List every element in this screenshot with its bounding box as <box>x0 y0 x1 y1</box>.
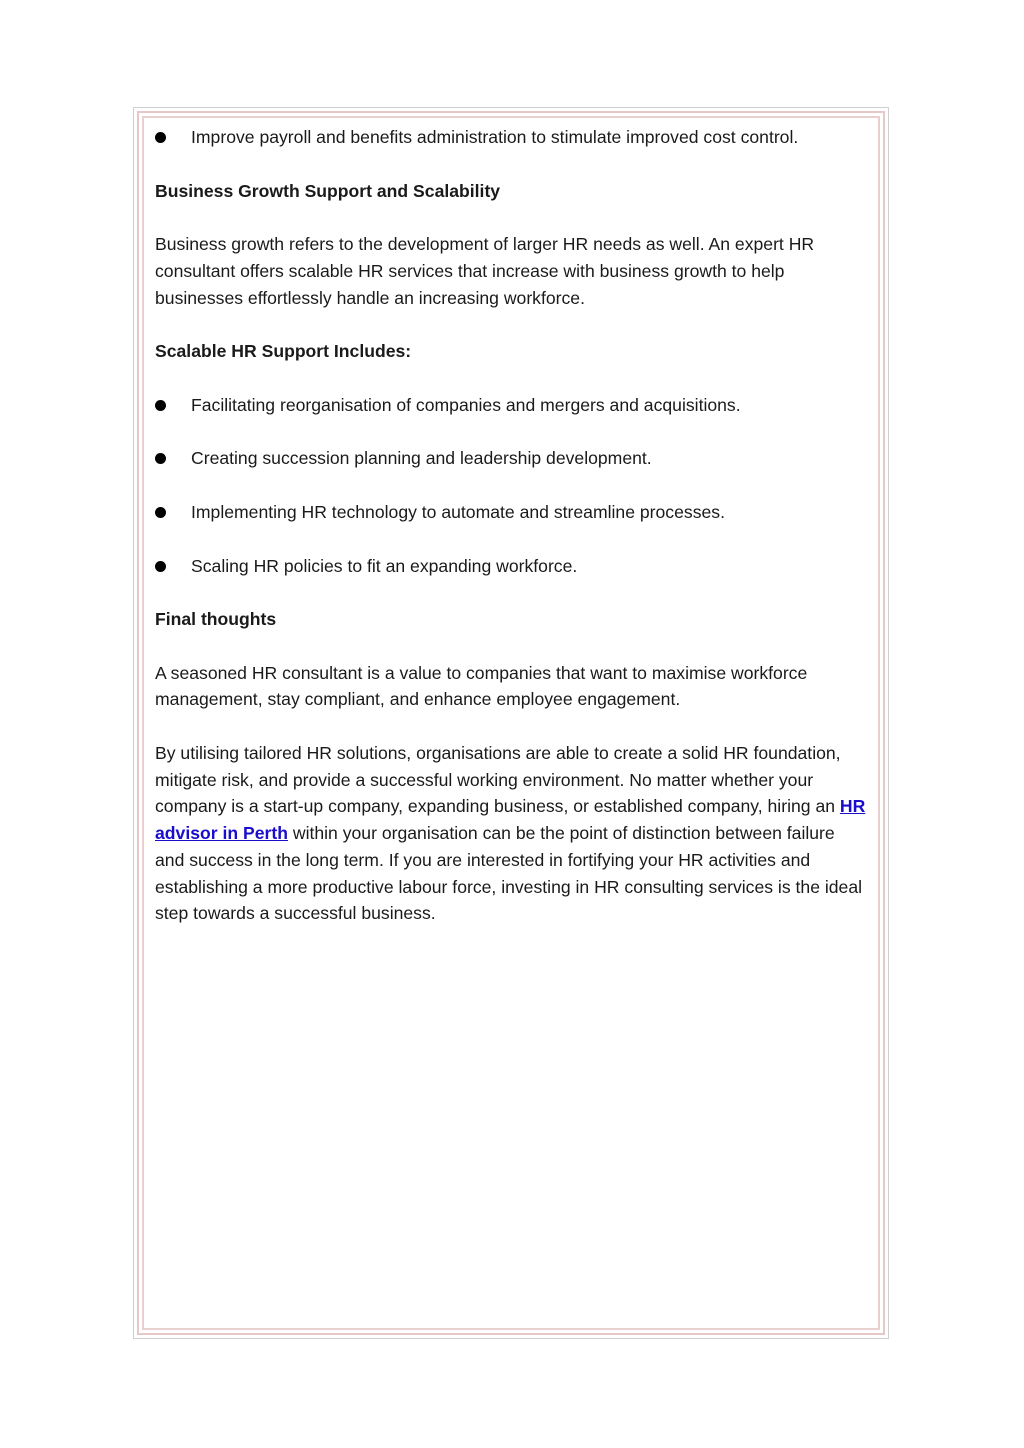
list-item <box>155 124 867 151</box>
list-item-text: Improve payroll and benefits administration to stimulate improved cost control. <box>191 127 799 147</box>
section-heading-scalable: Scalable HR Support Includes: <box>155 341 412 362</box>
paragraph-text-before-link: By utilising tailored HR solutions, organisations are able to create a solid HR foundation, mitigate risk, and provide a successful working environment. No matter whether your company is a start-up company, expanding business, or established company, hiring an <box>155 743 841 817</box>
document-body <box>155 124 867 954</box>
bullet-icon <box>155 561 166 572</box>
list-item-text: Facilitating reorganisation of companies and mergers and acquisitions. <box>191 394 741 415</box>
hr-advisor-perth-link[interactable]: HR advisor in Perth <box>155 796 866 844</box>
bullet-icon <box>155 507 166 518</box>
list-item <box>155 499 867 526</box>
list-item <box>155 392 867 419</box>
list-item <box>155 445 867 472</box>
list-item-text: Scaling HR policies to fit an expanding workforce. <box>191 555 578 576</box>
paragraph-growth: Business growth refers to the development of larger HR needs as well. An expert HR consultant offers scalable HR services that increase with business growth to help businesses effortlessly handle an increasing workforce. <box>155 234 815 308</box>
paragraph-final-2 <box>155 740 867 927</box>
paragraph-text-after-link: within your organisation can be the point of distinction between failure and success in the long term. If you are interested in fortifying your HR activities and establishing a more productive labour force, investing in HR consulting services is the ideal step towards a successful business. <box>155 823 863 924</box>
section-heading-growth: Business Growth Support and Scalability <box>155 180 501 201</box>
list-item-text: Implementing HR technology to automate and streamline processes. <box>191 501 725 522</box>
bullet-icon <box>155 400 166 411</box>
list-item-text: Creating succession planning and leadership development. <box>191 448 652 469</box>
paragraph-final-1: A seasoned HR consultant is a value to companies that want to maximise workforce management, stay compliant, and enhance employee engagement. <box>155 662 808 710</box>
list-item <box>155 553 867 580</box>
section-heading-final: Final thoughts <box>155 609 277 630</box>
bullet-icon <box>155 132 166 143</box>
bullet-icon <box>155 453 166 464</box>
